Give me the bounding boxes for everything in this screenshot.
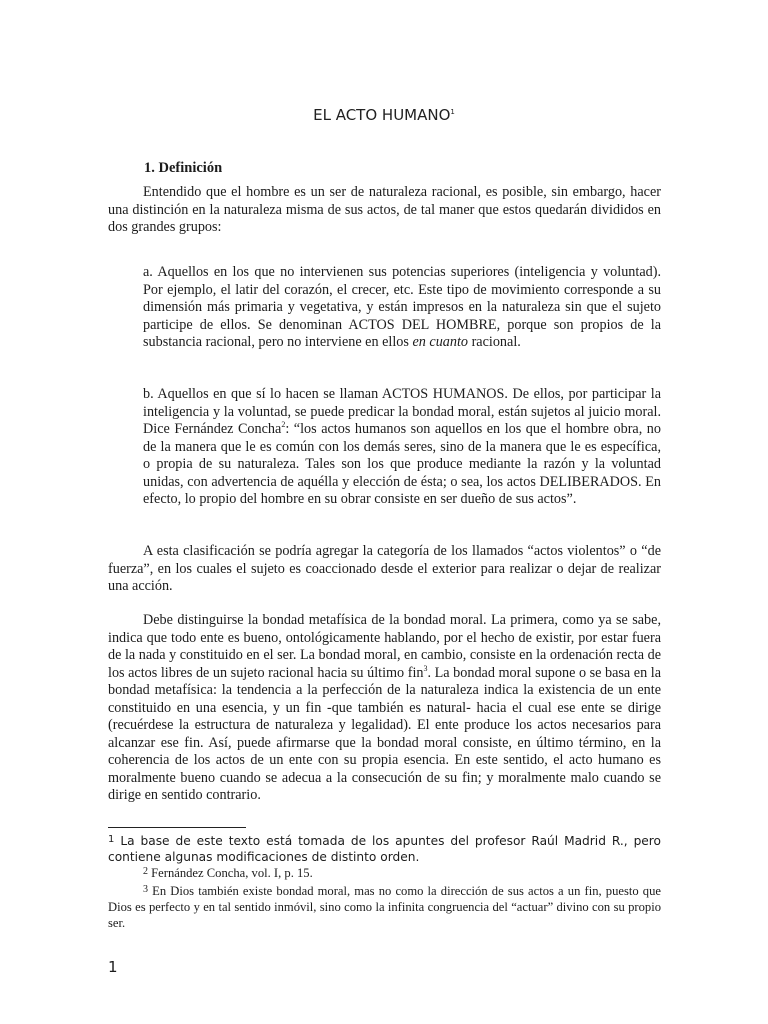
footnote-1-mark: 1 bbox=[108, 834, 115, 845]
moral-goodness-paragraph bbox=[108, 612, 661, 805]
footnote-separator bbox=[108, 827, 246, 828]
document-title bbox=[0, 106, 768, 124]
page-number: 1 bbox=[108, 958, 118, 976]
footnote-ref-2: 2 bbox=[281, 420, 286, 429]
item-a-end: racional. bbox=[468, 334, 521, 350]
intro-paragraph: Entendido que el hombre es un ser de naturaleza racional, es posible, sin embargo, hacer una distinción en la naturaleza misma de sus actos, de tal maner que estos quedarán divididos en dos grandes grupos: bbox=[108, 184, 661, 235]
section-heading: 1. Definición bbox=[144, 160, 223, 176]
footnote-1 bbox=[108, 832, 661, 865]
item-a-text: a. Aquellos en los que no intervienen sus potencias superiores (inteligencia y voluntad). Por ejemplo, el latir del corazón, el crecer, etc. Este tipo de movimiento corresponde a su dimensión más primaria y vegetativa, y están impresos en la naturaleza sin que el sujeto participe de ellos. Se denominan ACTOS DEL HOMBRE, porque son propios de la substancia racional, pero no interviene en ellos bbox=[143, 264, 661, 350]
footnote-3 bbox=[108, 882, 661, 931]
title-footnote-mark: 1 bbox=[450, 108, 455, 116]
item-a-italic: en cuanto bbox=[412, 334, 469, 350]
footnote-3-text: En Dios también existe bondad moral, mas no como la dirección de sus actos a un fin, puesto que Dios es perfecto y en tal sentido inmóvil, sino como la infinita congruencia del “actuar” divino con su propio ser. bbox=[108, 884, 661, 930]
footnote-1-text: La base de este texto está tomada de los apuntes del profesor Raúl Madrid R., pero contiene algunas modificaciones de distinto orden. bbox=[108, 834, 661, 864]
list-item-b bbox=[143, 386, 661, 509]
violent-acts-paragraph: A esta clasificación se podría agregar la categoría de los llamados “actos violentos” o “de fuerza”, en los cuales el sujeto es coaccionado desde el exterior para realizar o dejar de realizar una acción. bbox=[108, 543, 661, 594]
item-b-text: b. Aquellos en que sí lo hacen se llaman ACTOS HUMANOS. De ellos, por participar la inteligencia y la voluntad, se puede predicar la bondad moral, están sujetos al juicio moral. Dice Fernández Concha bbox=[143, 386, 661, 437]
footnote-2 bbox=[108, 864, 661, 881]
list-item-a bbox=[143, 264, 661, 352]
item-b-quote: : “los actos humanos son aquellos en los que el hombre obra, no de la manera que le es común con los demás seres, sino de la manera que le es específica, o propia de su naturaleza. Tales son los que produce mediante la razón y la voluntad unidas, con advertencia de aquélla y elección de ésta; o sea, los actos DELIBERADOS. En efecto, lo propio del hombre en su obrar consiste en ser dueño de sus actos”. bbox=[143, 421, 661, 507]
footnote-ref-3: 3 bbox=[423, 663, 428, 673]
footnote-2-mark: 2 bbox=[143, 866, 148, 877]
goodness-text: Debe distinguirse la bondad metafísica de la bondad moral. La primera, como ya se sabe, indica que todo ente es bueno, ontológicamente hablando, por el hecho de existir, por estar fuera de la nada y constituido en el ser. La bondad moral, en cambio, consiste en la ordenación recta de los actos libres de un sujeto racional hacia su último fin bbox=[108, 612, 661, 681]
title-text: EL ACTO HUMANO bbox=[313, 106, 451, 124]
footnote-3-mark: 3 bbox=[143, 884, 148, 895]
goodness-text-end: . La bondad moral supone o se basa en la bondad metafísica: la tendencia a la perfección de la naturaleza indica la existencia de un ente constituido en una esencia, y un fin -que también es natural- hacia el cual ese ente se dirige (recuérdese la estructura de naturaleza y legalidad). El ente produce los actos necesarios para alcanzar ese fin. Así, puede afirmarse que la bondad moral consiste, en último término, en la coherencia de los actos de un ente con su propia esencia. En este sentido, el acto humano es moralmente bueno cuando se adecua a la consecución de su fin; y moralmente malo cuando se dirige en sentido contrario. bbox=[108, 664, 661, 803]
footnote-2-text: Fernández Concha, vol. I, p. 15. bbox=[151, 866, 313, 880]
